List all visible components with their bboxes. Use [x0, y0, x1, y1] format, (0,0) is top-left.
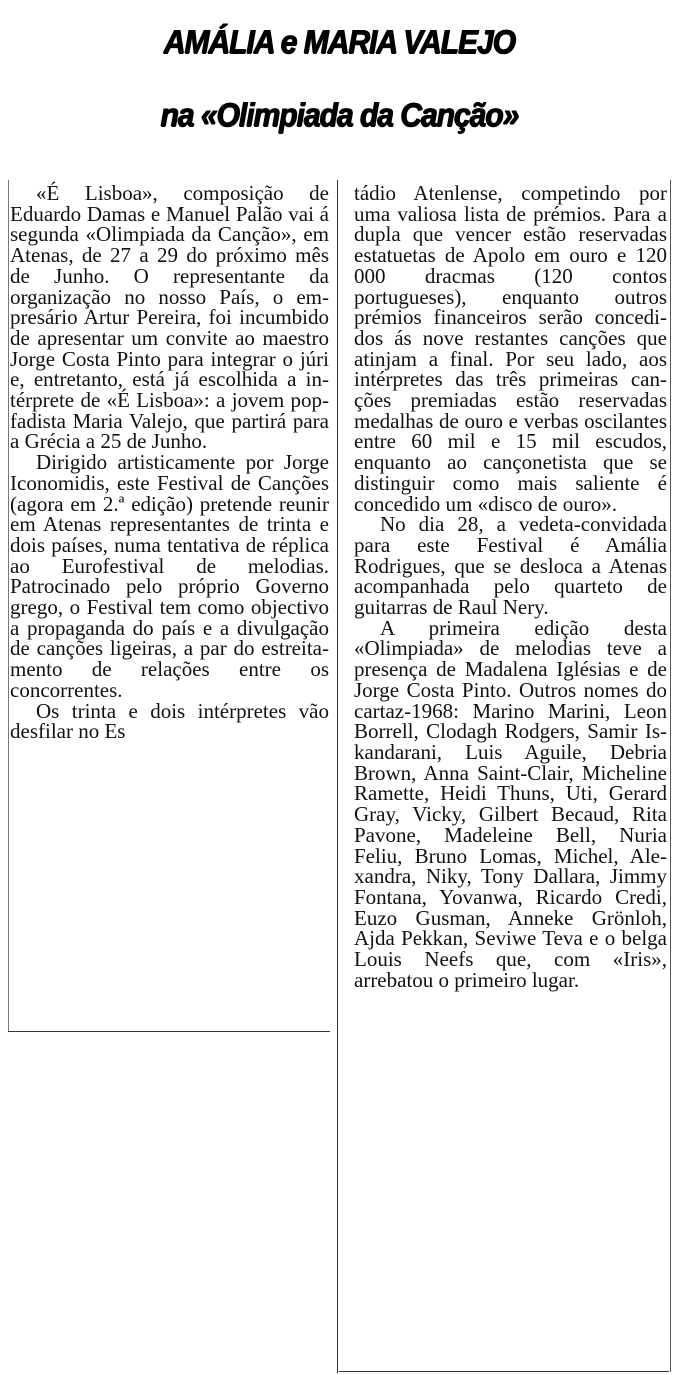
article-paragraph: Os trinta e dois intérpretes vão desfilar no Es — [10, 698, 329, 744]
article-paragraph-continued: tádio Atenlense, competindo por uma valiosa lista de prémios. Para a dupla que vencer estão reservadas estatuetas de Apolo em ouro e 120 000 dracmas (120 contos portugueses), enquanto outros prémios financeiros serão concedidos ás nove restantes canções que atinjam a final. Por seu lado, aos intérpretes das três primeiras canções premiadas estão reservadas medalhas de ouro e verbas oscilantes entre 60 mil e 15 mil escudos, enquanto ao cançonetista que se distinguir como mais saliente é concedido um «disco de ouro». — [354, 181, 667, 516]
article-paragraph: A primeira edição desta «Olimpiada» de melodias teve a presença de Madalena Iglésias e de Jorge Costa Pinto. Outros nomes do cartaz-1968: Marino Marini, Leon Borrell, Clodagh Rodgers, Samir Iskandarani, Luis Aguile, Debria Brown, Anna Saint-Clair, Micheline Ramette, Heidi Thuns, Uti, Gerard Gray, Vicky, Gilbert Becaud, Rita Pavone, Madeleine Bell, Nuria Feliu, Bruno Lomas, Michel, Alexandra, Niky, Tony Dallara, Jimmy Fontana, Yovanwa, Ricardo Credi, Euzo Gusman, Anneke Grönloh, Ajda Pekkan, Seviwe Teva e o belga Louis Neefs que, com «Iris», arrebatou o primeiro lugar. — [354, 615, 667, 992]
article-paragraph: No dia 28, a vedeta-convidada para este Festival é Amália Rodrigues, que se desloca a Atenas acompanhada pelo quarteto de guitarras de Raul Nery. — [354, 512, 667, 620]
article-paragraph: Dirigido artisticamente por Jorge Iconomidis, este Festival de Canções (agora em 2.ª edição) pretende reunir em Atenas representantes de trinta e dois países, numa tentativa de réplica ao Eurofestival de melodias. Patrocinado pelo próprio Governo grego, o Festival tem como objectivo a propaganda do país e a divulgação de canções ligeiras, a par do estreitamento de relações entre os concorrentes. — [10, 450, 329, 702]
right-border-rule — [670, 180, 671, 1372]
article-paragraph: «É Lisboa», composição de Eduardo Damas e Manuel Palão vai á segunda «Olimpiada da Canção», em Atenas, de 27 a 29 do próximo mês de Junho. O representante da organização no nosso País, o empresário Artur Pereira, foi incumbido de apresentar um convite ao maestro Jorge Costa Pinto para integrar o júri e, entretanto, está já escolhida a intérprete de «É Lisboa»: a jovem pop-fadista Maria Valejo, que partirá para a Grécia a 25 de Junho. — [10, 181, 329, 454]
left-column-end-rule — [8, 1031, 330, 1032]
headline-line-1: AMÁLIA e MARIA VALEJO — [163, 23, 516, 61]
right-column-end-rule — [339, 1371, 669, 1372]
left-column — [10, 183, 329, 742]
left-border-rule — [8, 180, 9, 1031]
column-divider-rule — [337, 180, 338, 1373]
right-column — [354, 183, 667, 990]
headline-line-2: na «Olimpiada da Canção» — [160, 96, 519, 134]
